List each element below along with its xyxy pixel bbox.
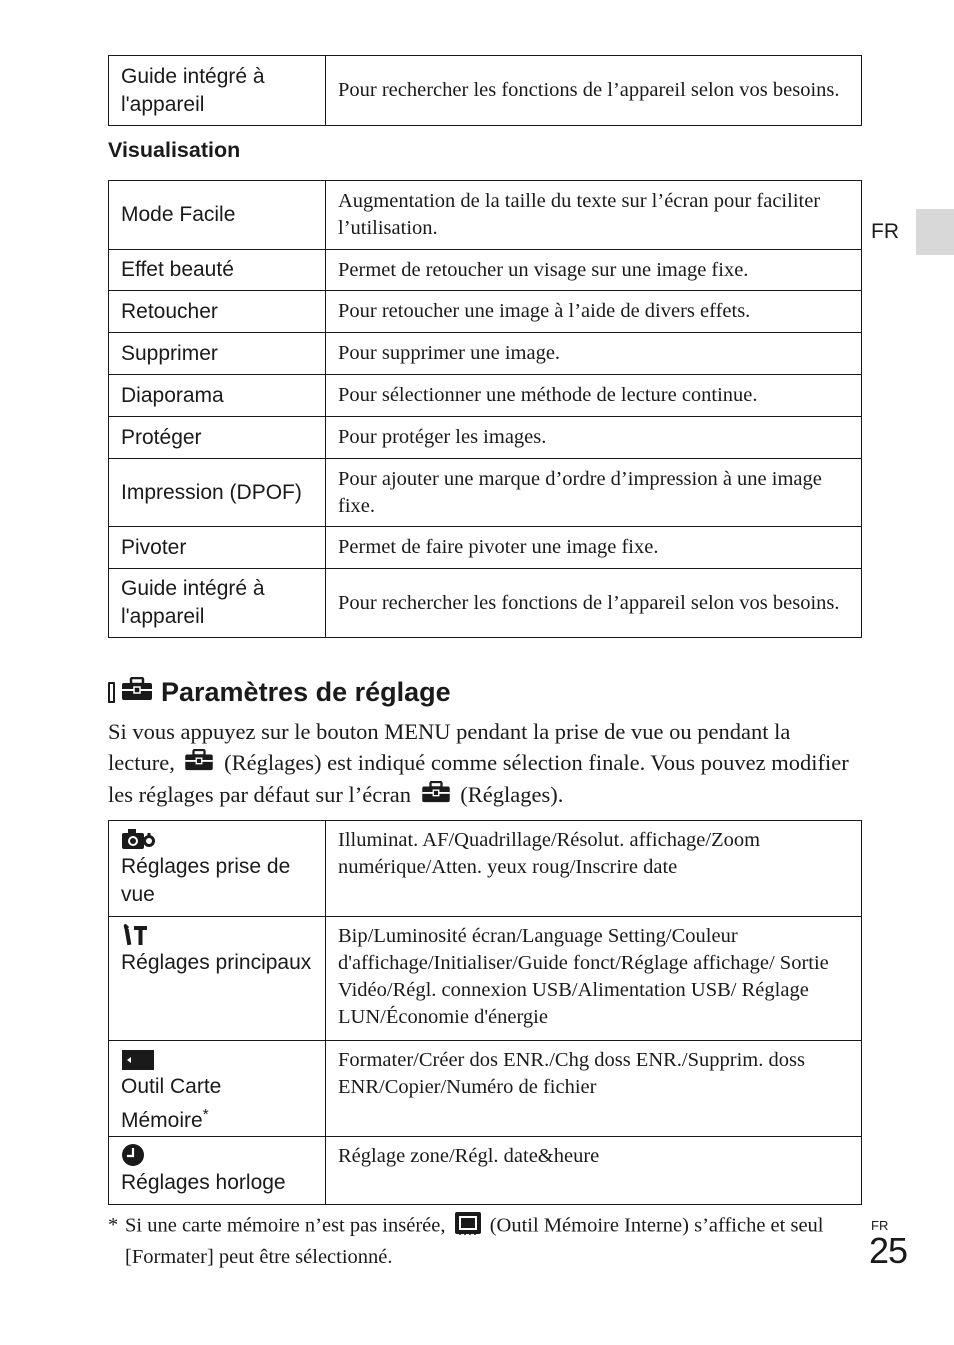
intro-text-2: (Réglages) est indiqué comme sélection finale. Vous pouvez modifier les réglages par défaut sur l’écran <box>108 749 849 807</box>
row-label-cell <box>109 1041 326 1137</box>
row-description: Permet de faire pivoter une image fixe. <box>326 527 862 569</box>
row-description: Illuminat. AF/Quadrillage/Résolut. affichage/Zoom numérique/Atten. yeux roug/Inscrire date <box>326 821 862 917</box>
table-row <box>109 569 862 638</box>
footnote-mark: * <box>202 1106 209 1123</box>
toolbox-icon <box>421 781 451 812</box>
row-description: Réglage zone/Régl. date&heure <box>326 1137 862 1205</box>
row-label: Supprimer <box>109 333 326 375</box>
table-row <box>109 181 862 250</box>
table-row <box>109 375 862 417</box>
row-description: Pour retoucher une image à l’aide de divers effets. <box>326 291 862 333</box>
wrench-icon <box>121 923 313 947</box>
row-label: Diaporama <box>109 375 326 417</box>
table-row <box>109 291 862 333</box>
table-row <box>109 417 862 459</box>
side-language-label: FR <box>871 220 899 243</box>
row-description: Pour supprimer une image. <box>326 333 862 375</box>
table-row <box>109 459 862 527</box>
table-row <box>109 821 862 917</box>
page-number: 25 <box>869 1230 908 1271</box>
row-description: Pour ajouter une marque d’ordre d’impression à une image fixe. <box>326 459 862 527</box>
internal-memory-icon <box>454 1211 482 1243</box>
row-label: Protéger <box>109 417 326 459</box>
row-description: Bip/Luminosité écran/Language Setting/Couleur d'affichage/Initialiser/Guide fonct/Réglage affichage/ Sortie Vidéo/Régl. connexion USB/Alimentation USB/ Réglage LUN/Économie d'énergie <box>326 917 862 1041</box>
row-label: Réglages horloge <box>121 1171 286 1194</box>
visualisation-heading: Visualisation <box>108 138 241 162</box>
table-row <box>109 250 862 291</box>
footnote-star: * <box>108 1214 119 1236</box>
settings-intro <box>108 717 858 812</box>
row-description: Pour sélectionner une méthode de lecture continue. <box>326 375 862 417</box>
row-description: Pour rechercher les fonctions de l’appareil selon vos besoins. <box>326 56 862 126</box>
row-description: Formater/Créer dos ENR./Chg doss ENR./Supprim. doss ENR/Copier/Numéro de fichier <box>326 1041 862 1137</box>
table-row <box>109 56 862 126</box>
clock-icon <box>121 1143 313 1167</box>
row-description: Permet de retoucher un visage sur une image fixe. <box>326 250 862 291</box>
row-label: Réglages principaux <box>121 951 312 974</box>
footnote-text-2: (Outil Mémoire Interne) s’affiche et seul [Formater] peut être sélectionné. <box>125 1214 824 1268</box>
section-title-text: Paramètres de réglage <box>161 677 451 707</box>
intro-text-1: Si vous appuyez sur le bouton MENU pendant la prise de vue ou pendant la lecture, <box>108 719 791 775</box>
page-language-label: FR <box>871 1218 889 1233</box>
toolbox-icon <box>121 677 153 708</box>
table-row <box>109 917 862 1041</box>
side-tab <box>916 209 954 255</box>
row-description: Pour rechercher les fonctions de l’appareil selon vos besoins. <box>326 569 862 638</box>
table-row <box>109 1041 862 1137</box>
visualisation-table <box>108 180 862 638</box>
settings-section-title <box>108 677 451 708</box>
camera-settings-icon <box>121 827 313 851</box>
row-label: Guide intégré à l'appareil <box>109 569 326 638</box>
row-label: Effet beauté <box>109 250 326 291</box>
row-label: Outil Carte Mémoire <box>121 1075 222 1132</box>
row-label: Impression (DPOF) <box>109 459 326 527</box>
intro-text-3: (Réglages). <box>460 781 564 807</box>
table-row <box>109 527 862 569</box>
table-row <box>109 333 862 375</box>
row-label: Réglages prise de vue <box>121 855 291 906</box>
row-label: Retoucher <box>109 291 326 333</box>
footnote <box>108 1211 848 1271</box>
row-label-cell <box>109 917 326 1041</box>
row-description: Augmentation de la taille du texte sur l’écran pour faciliter l’utilisation. <box>326 181 862 250</box>
footnote-text-1: Si une carte mémoire n’est pas insérée, <box>125 1214 446 1237</box>
row-description: Pour protéger les images. <box>326 417 862 459</box>
row-label: Mode Facile <box>109 181 326 250</box>
memory-card-icon <box>121 1047 313 1071</box>
table-row <box>109 1137 862 1205</box>
row-label: Guide intégré à l'appareil <box>109 56 326 126</box>
top-table <box>108 55 862 126</box>
row-label-cell <box>109 821 326 917</box>
section-marker <box>108 682 115 703</box>
row-label-cell <box>109 1137 326 1205</box>
toolbox-icon <box>184 749 214 780</box>
row-label: Pivoter <box>109 527 326 569</box>
settings-table <box>108 820 862 1205</box>
